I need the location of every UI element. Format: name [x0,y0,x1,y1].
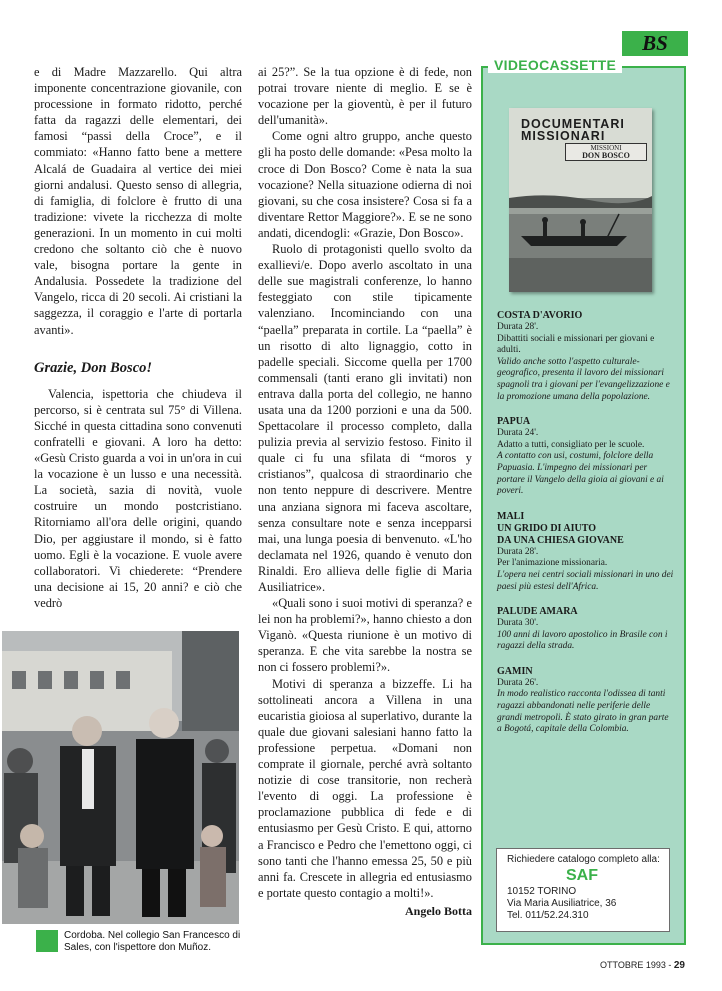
video-duration: Durata 28'. [497,322,539,332]
video-note: Valido anche sotto l'aspetto culturale-geografico, presenta il lavoro dei missionari spagnoli tra i giovani per l'evangelizzazione e la promozione umana della popolazione. [497,356,670,402]
cover-subtitle-line: MISSIONI [590,144,622,152]
catalog-name: SAF [566,867,598,884]
article-photo [2,631,239,924]
photo-caption [34,930,244,954]
article-paragraph: Come ogni altro gruppo, anche questo gli ha posto delle domande: «Pesa molto la croce di Don Bosco? Come è nata la sua vocazione? Nella situazione odierna di noi giovani, su che cosa insistere? Cosa si fa a diventare Rettor Maggiore?». E se ne sono andati, dicendogli: «Grazie, Don Bosco». [258,129,472,240]
article-paragraph: Ruolo di protagonisti quello svolto da exallievi/e. Dopo averlo ascoltato in una delle sue magistrali conferenze, lo hanno festeggiato con stile tipicamente valenziano. Incominciando con una “paella” preparata in cortile. La “paella” è un risotto di alto lignaggio, cotto in padelle speciali. Siccome quella per 1700 commensali (tanti erano gli invitati) non entrava dalla porta del collegio, ne hanno usata una da 1200 porzioni e una da 500. Spettacolare il processo completo, dalla pulizia previa al servizio festoso. Finito il quale ci fu una sfilata di “moros y cristianos”, qualcosa di straordinario che non tento neppure di descrivere. Mentre una anziana signora mi faceva ascoltare, senza consultare note e senza incepparsi mai, una lunga poesia di benvenuto. «L'ho declamata nel 1926, quando è venuto don Rinaldi. Ero allieva delle figlie di Maria Ausiliatrice». [258,242,472,594]
article-paragraph: Motivi di speranza a bizzeffe. Li ha sottolineati ancora a Villena in una eucaristia gioiosa al superlativo, durante la quale due giovani salesiani hanno fatto la professione perpetua. «Domani non comprate il giornale, perché avrà soltanto notizie di cose transitorie, non recherà l'evento di oggi. La professione è proclamazione pubblica di fede e di entusiasmo per Gesù Cristo. E qui, attorno a Francisco e Pedro che l'emettono oggi, ci sono tanti che l'hanno emessa 25, 50 e più anni fa. Crescete in allegria ed entusiasmo e portate questo contagio a molti!». [258,676,472,900]
article-paragraph: ai 25?”. Se la tua opzione è di fede, non potrai trovare niente di meglio. E se è vocazione per la gioventù, è per il futuro dell'umanità». [258,65,472,128]
video-title: COSTA D'AVORIO [497,310,583,321]
catalog-address-line: 10152 TORINO [507,886,577,897]
video-entry [497,511,675,593]
article-paragraph: «Quali sono i suoi motivi di speranza? e lei non ha problemi?», hanno chiesto a don Viganò. «Questa riunione è un motivo di speranza. E che vita sarebbe la nostra se non ci fossero problemi?». [258,596,472,675]
article-paragraph: Valencia, ispettoria che chiudeva il percorso, si è centrata sul 75° di Villena. Sicché in questa cittadina sono convenuti confratelli e giovani. A loro ha detto: «Gesù Cristo guarda a voi in un'ora in cui la vocazione è un lusso e una necessità. La società, sazia di novità, vuole costruire un mondo postcristiano. Ritorniamo all'ora delle origini, quando Dio, per aggiustare il mondo, si è fatto uomo. Egli è la vocazione. E vuole avere collaboratori. Vi chiederete: “Prendere una decisione ai 15, 20 anni? e ciò che vedrò [34,386,242,610]
sidebar-title: VIDEOCASSETTE [488,57,622,73]
video-note: L'opera nei centri sociali missionari in uno dei paesi più estesi dell'Africa. [497,569,674,592]
video-note: 100 anni di lavoro apostolico in Brasile con i ragazzi della strada. [497,629,668,652]
video-duration: Durata 26'. [497,677,539,688]
article-paragraph: e di Madre Mazzarello. Qui altra imponente concentrazione giovanile, con processione in formato ridotto, perché fatta da ragazzi delle elementari, dei famosi “passi della Croce”, e il commiato: «Hanno fatto bene a mettere Alcalá de Guadaira al vertice dei miei giorni andalusi. Questo senso di allegria, di famiglia, di folclore è frutto di una tradizione: vivete la ricchezza di molte generazioni. In un momento in cui molti credono che soltanto ciò che è nuovo vale, bisogna portare la gente in Andalusia. Possedete la tradizione del Vangelo, ricca di 20 secoli. Ai cristiani la saggezza, il coraggio e l'arte di portarla avanti». [34,65,242,337]
video-title: GAMIN [497,665,533,677]
catalog-intro: Richiedere catalogo completo alla: [507,854,660,865]
cover-title-line: MISSIONARI [521,129,606,143]
video-title: MALI UN GRIDO DI AIUTO DA UNA CHIESA GIOVANE [497,510,624,546]
cover-title-line: DOCUMENTARI [521,117,625,131]
video-description: Dibattiti sociali e missionari per giovani e adulti. [497,333,655,356]
page-footer [600,960,685,971]
video-duration: Durata 28'. [497,546,539,557]
video-title: PALUDE AMARA [497,606,578,618]
article-subheading: Grazie, Don Bosco! [34,359,153,376]
video-note: A contatto con usi, costumi, folclore della Papuasia. L'impegno dei missionari per portare il Vangelo della gioia ai giovani e ai poveri. [497,451,664,497]
issue-date: OTTOBRE 1993 - [600,960,672,970]
author-signature: Angelo Botta [405,903,472,918]
video-list [497,310,675,749]
catalog-address-line: Via Maria Ausiliatrice, 36 [507,898,617,909]
video-duration: Durata 30'. [497,618,539,629]
article-column-2 [258,64,472,919]
page-number: 29 [673,960,685,971]
video-entry [497,666,675,736]
cover-subtitle-line: DON BOSCO [582,151,630,160]
video-note: In modo realistico racconta l'odissea di tanti ragazzi abbandonati nelle periferie delle grandi metropoli. È stato girato in gran parte a Bogotá, capitale della Colombia. [497,689,669,735]
caption-marker [36,930,58,952]
caption-text: Cordoba. Nel collegio San Francesco di Sales, con l'ispettore don Muñoz. [64,930,241,953]
magazine-badge: BS [622,31,688,56]
video-duration: Durata 24'. [497,428,539,439]
video-entry [497,416,675,498]
photo-illustration [2,631,239,924]
catalog-box [496,848,670,932]
video-description: Adatto a tutti, consigliato per le scuole. [497,439,645,450]
cover-title [521,118,625,142]
article-column-1 [34,64,242,611]
catalog-address-line: Tel. 011/52.24.310 [507,910,589,921]
cover-subtitle [565,143,647,161]
video-entry [497,606,675,653]
video-description: Per l'animazione missionaria. [497,558,608,569]
video-cover-image [509,108,652,292]
video-entry [497,310,675,403]
video-title: PAPUA [497,416,531,428]
